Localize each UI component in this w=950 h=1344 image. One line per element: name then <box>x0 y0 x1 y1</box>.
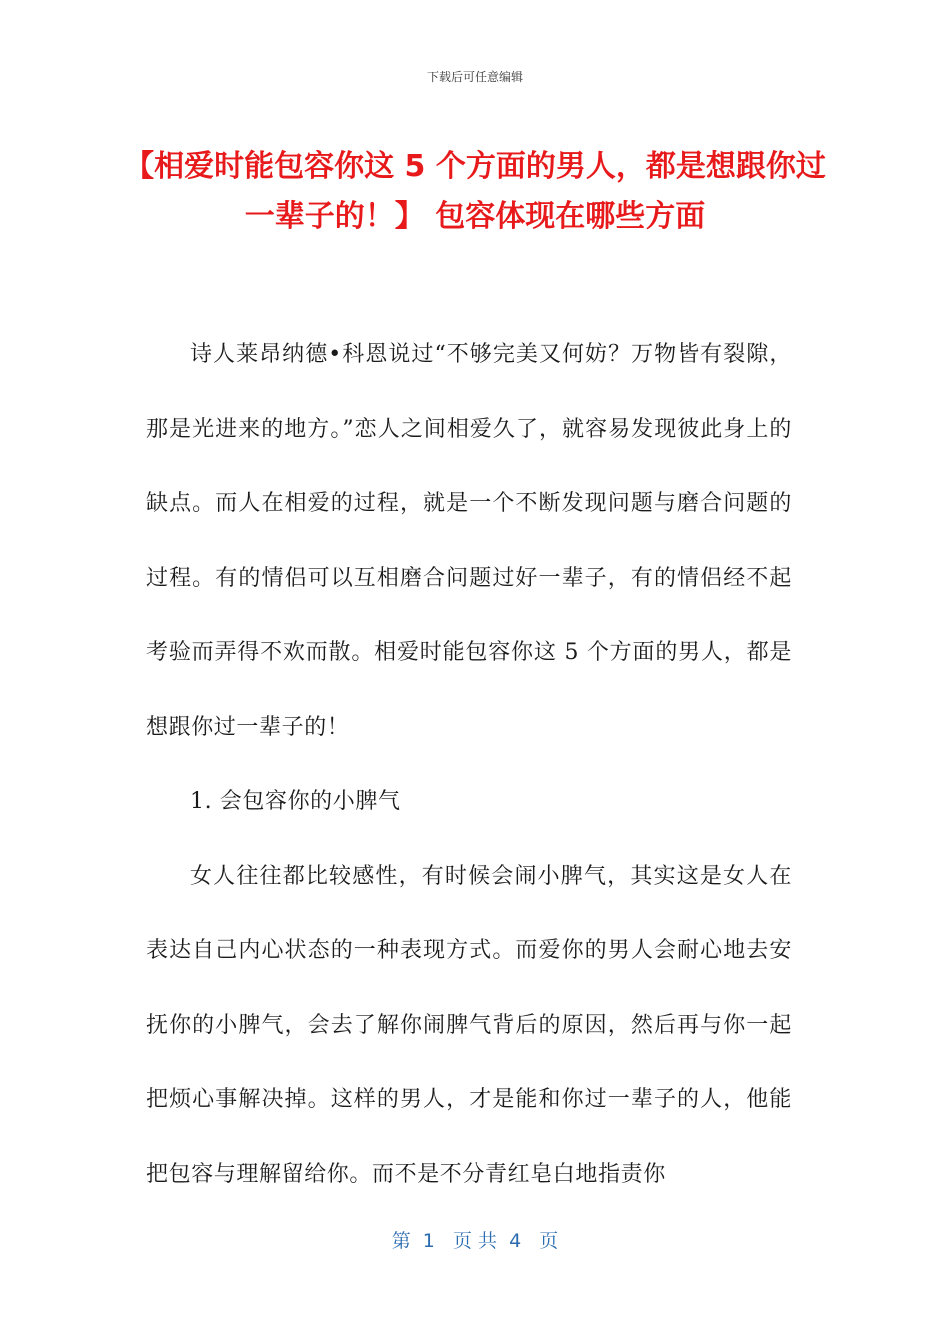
paragraph-intro: 诗人莱昂纳德•科恩说过“不够完美又何妨？万物皆有裂隙，那是光进来的地方。”恋人之间相爱久了，就容易发现彼此身上的缺点。而人在相爱的过程，就是一个不断发现问题与磨合问题的过程。有的情侣可以互相磨合问题过好一辈子，有的情侣经不起考验而弄得不欢而散。相爱时能包容你这 5 个方面的男人，都是想跟你过一辈子的！ <box>146 342 792 740</box>
document-body <box>146 318 792 1212</box>
document-title: 【相爱时能包容你这 5 个方面的男人，都是想跟你过一辈子的！】 包容体现在哪些方面 <box>124 149 826 234</box>
page-number: 第 1 页 共 4 页 <box>391 1230 559 1252</box>
header-note: 下载后可任意编辑 <box>426 70 523 84</box>
paragraph-section-1: 女人往往都比较感性，有时候会闹小脾气，其实这是女人在表达自己内心状态的一种表现方式。而爱你的男人会耐心地去安抚你的小脾气，会去了解你闹脾气背后的原因，然后再与你一起把烦心事解决掉。这样的男人，才是能和你过一辈子的人，他能把包容与理解留给你。而不是不分青红皂白地指责你 <box>146 863 792 1187</box>
section-heading-1: 1. 会包容你的小脾气 <box>190 789 401 814</box>
